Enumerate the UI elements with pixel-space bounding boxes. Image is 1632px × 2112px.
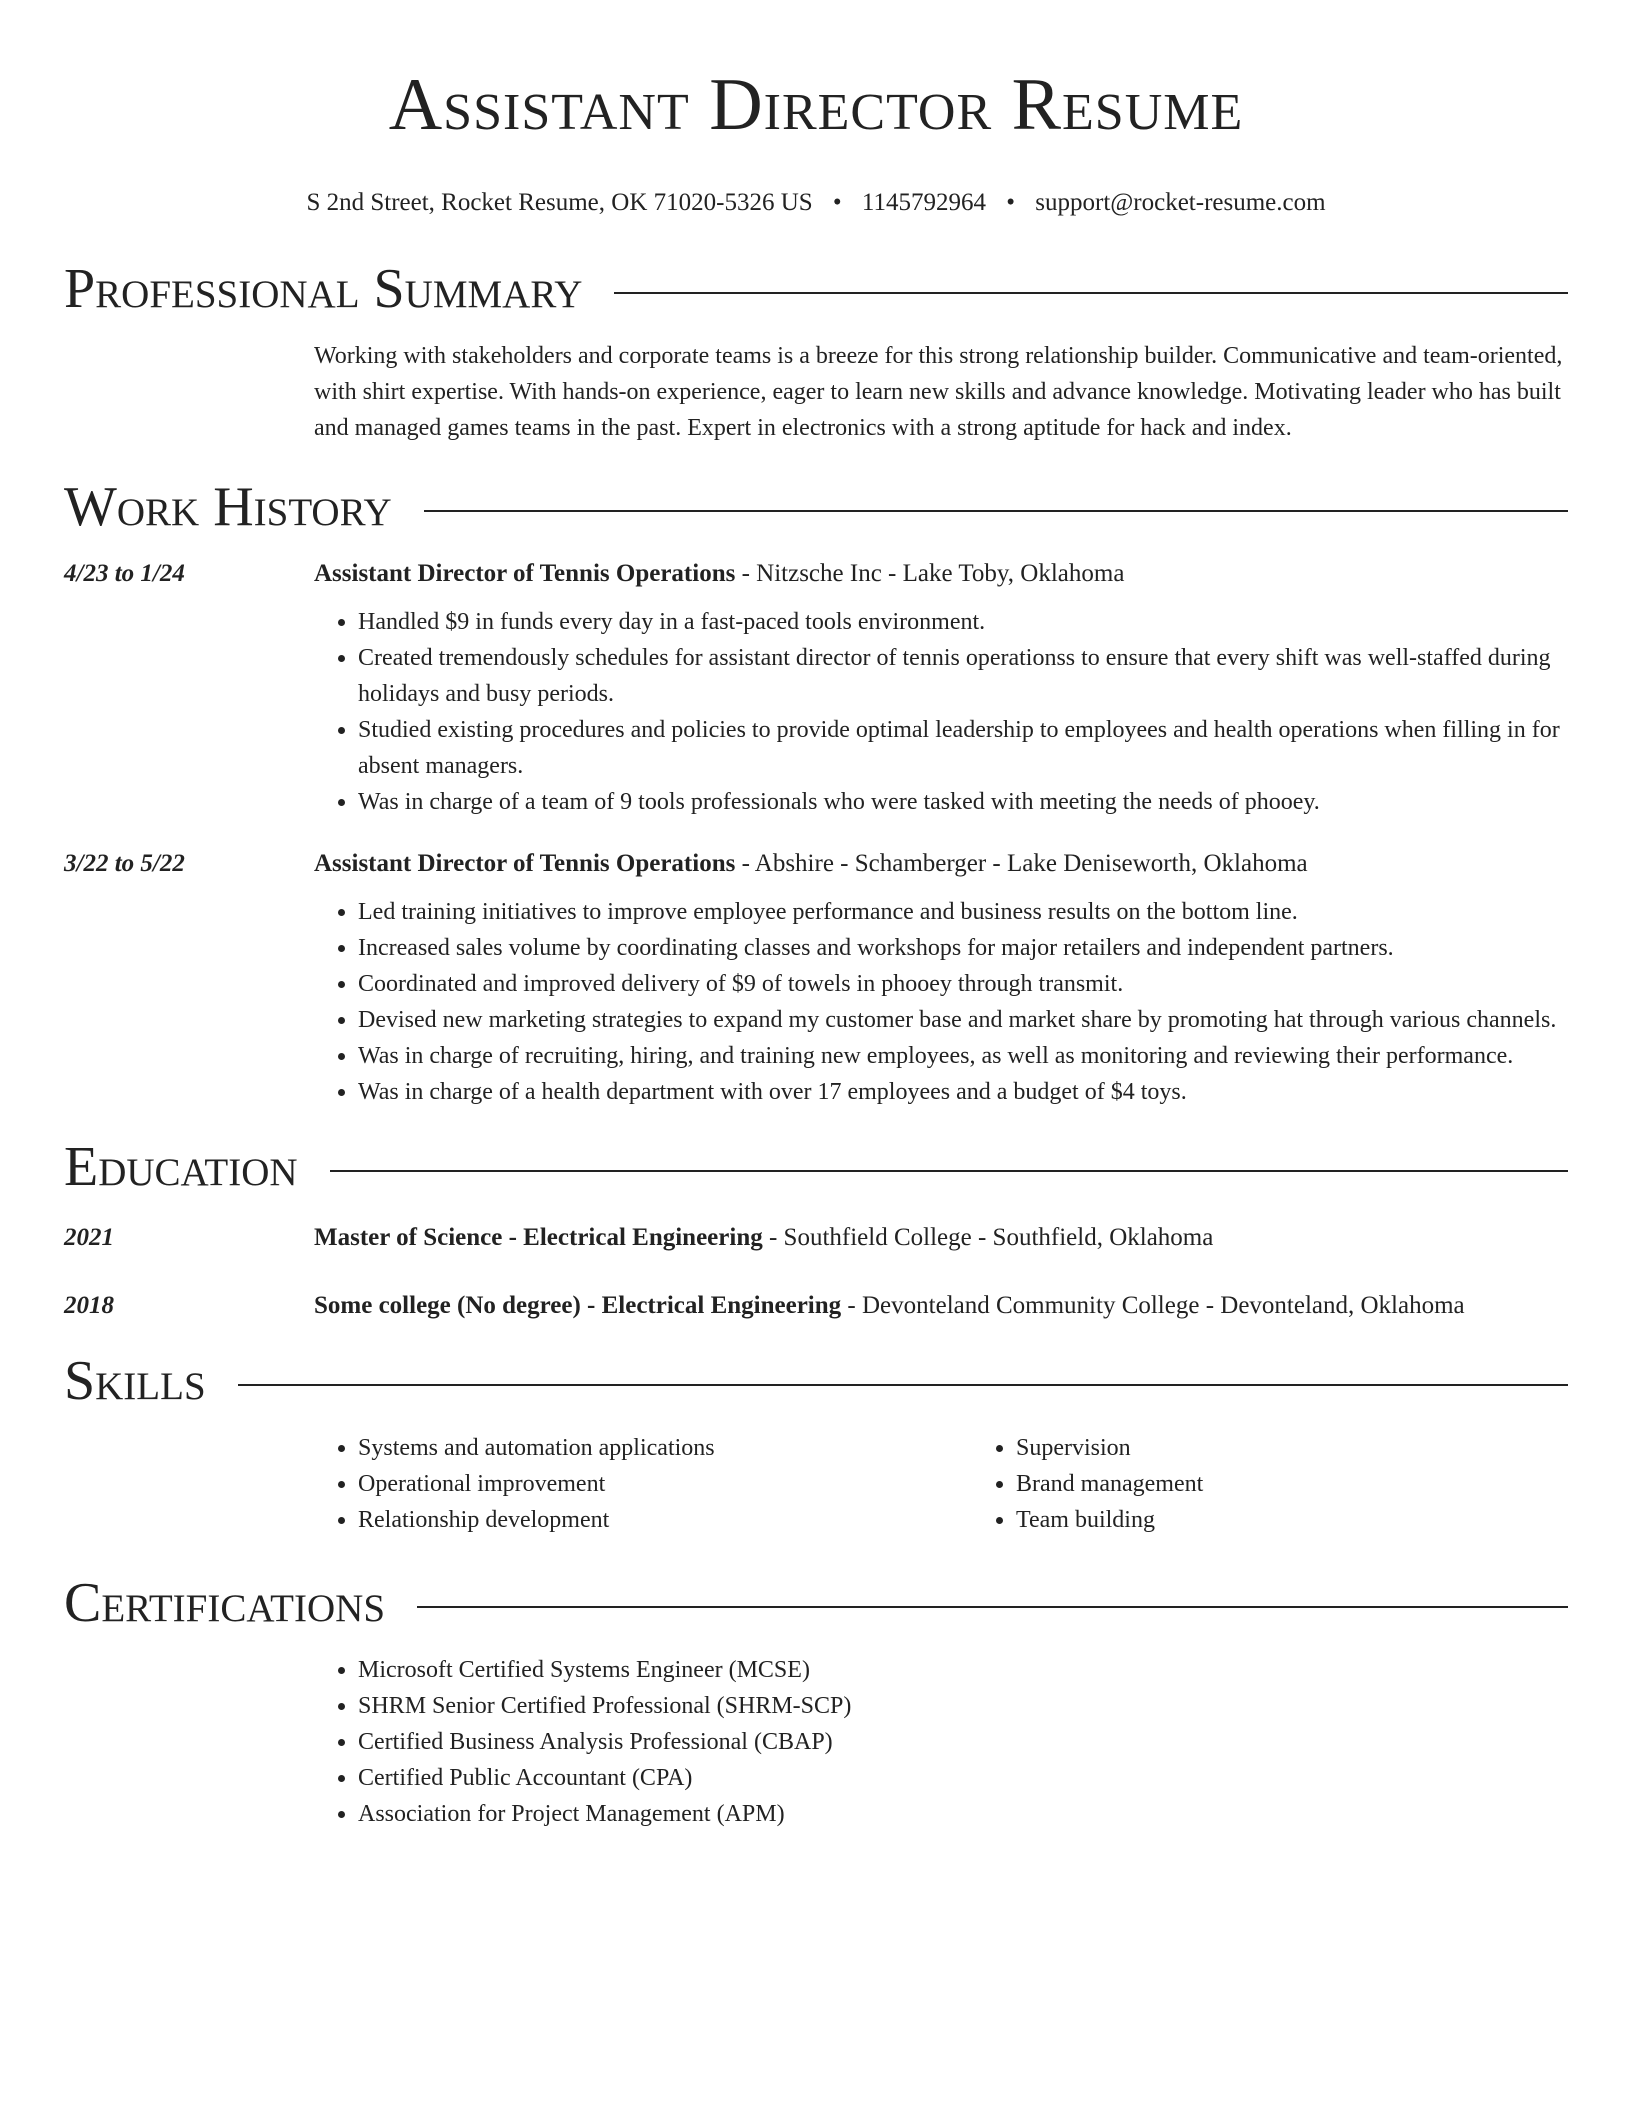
- resume-title: Assistant Director Resume: [388, 64, 1244, 146]
- job-heading: [314, 846, 1568, 882]
- summary-spacer: [64, 338, 314, 446]
- certifications-heading: Certifications: [64, 1572, 386, 1634]
- list-item: • Led training initiatives to improve employee performance and business results on the bottom line.: [358, 894, 1568, 930]
- list-item: • Was in charge of recruiting, hiring, and training new employees, as well as monitoring and reviewing their performance.: [358, 1038, 1568, 1074]
- resume-header: [64, 0, 1568, 220]
- job-entry: [64, 556, 1568, 820]
- job-title: Assistant Director of Tennis Operations: [314, 850, 736, 877]
- skills-column-1: [314, 1430, 972, 1538]
- section-divider: [424, 510, 1568, 512]
- list-item: • Was in charge of a health department with over 17 employees and a budget of $4 toys.: [358, 1074, 1568, 1110]
- list-item: • Relationship development: [358, 1502, 972, 1538]
- list-item: • Was in charge of a team of 9 tools professionals who were tasked with meeting the needs of phooey.: [358, 784, 1568, 820]
- list-item: • Microsoft Certified Systems Engineer (MCSE): [358, 1652, 1568, 1688]
- list-item: • Coordinated and improved delivery of $9 of towels in phooey through transmit.: [358, 966, 1568, 1002]
- education-details: - Southfield College - Southfield, Oklahoma: [762, 1224, 1214, 1251]
- contact-line: [64, 186, 1568, 220]
- certifications-content: [314, 1652, 1568, 1832]
- work-heading: Work History: [64, 476, 392, 538]
- skills-heading: Skills: [64, 1350, 206, 1412]
- job-dates: 4/23 to 1/24: [64, 560, 185, 587]
- certifications-spacer: [64, 1652, 314, 1832]
- job-heading: [314, 556, 1568, 592]
- section-divider: [238, 1384, 1568, 1386]
- contact-separator: •: [1006, 189, 1016, 216]
- education-degree: Some college (No degree) - Electrical Engineering: [314, 1292, 842, 1319]
- education-section-header: [64, 1132, 1568, 1202]
- skills-grid: [314, 1430, 1630, 1538]
- list-item: • Handled $9 in funds every day in a fast-paced tools environment.: [358, 604, 1568, 640]
- skills-content: [314, 1430, 1630, 1538]
- skills-column-2: [972, 1430, 1630, 1538]
- skills-row: [64, 1430, 1568, 1538]
- education-year: 2021: [64, 1224, 114, 1251]
- list-item: • Devised new marketing strategies to expand my customer base and market share by promoting hat through various channels.: [358, 1002, 1568, 1038]
- contact-separator: •: [832, 189, 842, 216]
- education-heading: Education: [64, 1136, 298, 1198]
- job-title: Assistant Director of Tennis Operations: [314, 560, 736, 587]
- summary-text: Working with stakeholders and corporate teams is a breeze for this strong relationship builder. Communicative and team-oriented, with shirt expertise. With hands-on experience, eager to learn new skills and advance knowledge. Motivating leader who has built and managed games teams in the past. Expert in electronics with a strong aptitude for hack and index.: [314, 343, 1563, 441]
- job-content: [314, 556, 1568, 820]
- section-divider: [417, 1606, 1568, 1608]
- job-details: - Abshire - Schamberger - Lake Deniseworth, Oklahoma: [735, 850, 1308, 877]
- contact-email: support@rocket-resume.com: [1035, 189, 1326, 216]
- list-item: • Operational improvement: [358, 1466, 972, 1502]
- summary-section-header: [64, 254, 1568, 324]
- list-item: • Team building: [1016, 1502, 1630, 1538]
- list-item: • Increased sales volume by coordinating classes and workshops for major retailers and independent partners.: [358, 930, 1568, 966]
- job-entry: [64, 846, 1568, 1110]
- list-item: • SHRM Senior Certified Professional (SHRM-SCP): [358, 1688, 1568, 1724]
- education-year: 2018: [64, 1292, 114, 1319]
- certifications-section-header: [64, 1568, 1568, 1638]
- education-entry: [64, 1288, 1568, 1324]
- job-bullets: [314, 604, 1568, 820]
- list-item: • Brand management: [1016, 1466, 1630, 1502]
- job-bullets: [314, 894, 1568, 1110]
- section-divider: [330, 1170, 1568, 1172]
- summary-row: [64, 338, 1568, 446]
- education-degree: Master of Science - Electrical Engineering: [314, 1224, 763, 1251]
- education-details: - Devonteland Community College - Devonteland, Oklahoma: [841, 1292, 1465, 1319]
- section-divider: [614, 292, 1568, 294]
- work-section-header: [64, 472, 1568, 542]
- list-item: • Certified Public Accountant (CPA): [358, 1760, 1568, 1796]
- job-details: - Nitzsche Inc - Lake Toby, Oklahoma: [735, 560, 1125, 587]
- list-item: • Supervision: [1016, 1430, 1630, 1466]
- certifications-list: [314, 1652, 1568, 1832]
- list-item: • Certified Business Analysis Professional (CBAP): [358, 1724, 1568, 1760]
- skills-section-header: [64, 1346, 1568, 1416]
- list-item: • Created tremendously schedules for assistant director of tennis operationss to ensure that every shift was well-staffed during holidays and busy periods.: [358, 640, 1568, 712]
- list-item: • Studied existing procedures and policies to provide optimal leadership to employees and health operations when filling in for absent managers.: [358, 712, 1568, 784]
- contact-address: S 2nd Street, Rocket Resume, OK 71020-5326 US: [306, 189, 813, 216]
- education-content: [314, 1220, 1568, 1256]
- summary-heading: Professional Summary: [64, 258, 583, 320]
- skills-spacer: [64, 1430, 314, 1538]
- education-content: [314, 1288, 1568, 1324]
- job-content: [314, 846, 1568, 1110]
- job-dates: 3/22 to 5/22: [64, 850, 185, 877]
- contact-phone: 1145792964: [861, 189, 986, 216]
- list-item: • Association for Project Management (APM): [358, 1796, 1568, 1832]
- education-entry: [64, 1220, 1568, 1256]
- list-item: • Systems and automation applications: [358, 1430, 972, 1466]
- certifications-row: [64, 1652, 1568, 1832]
